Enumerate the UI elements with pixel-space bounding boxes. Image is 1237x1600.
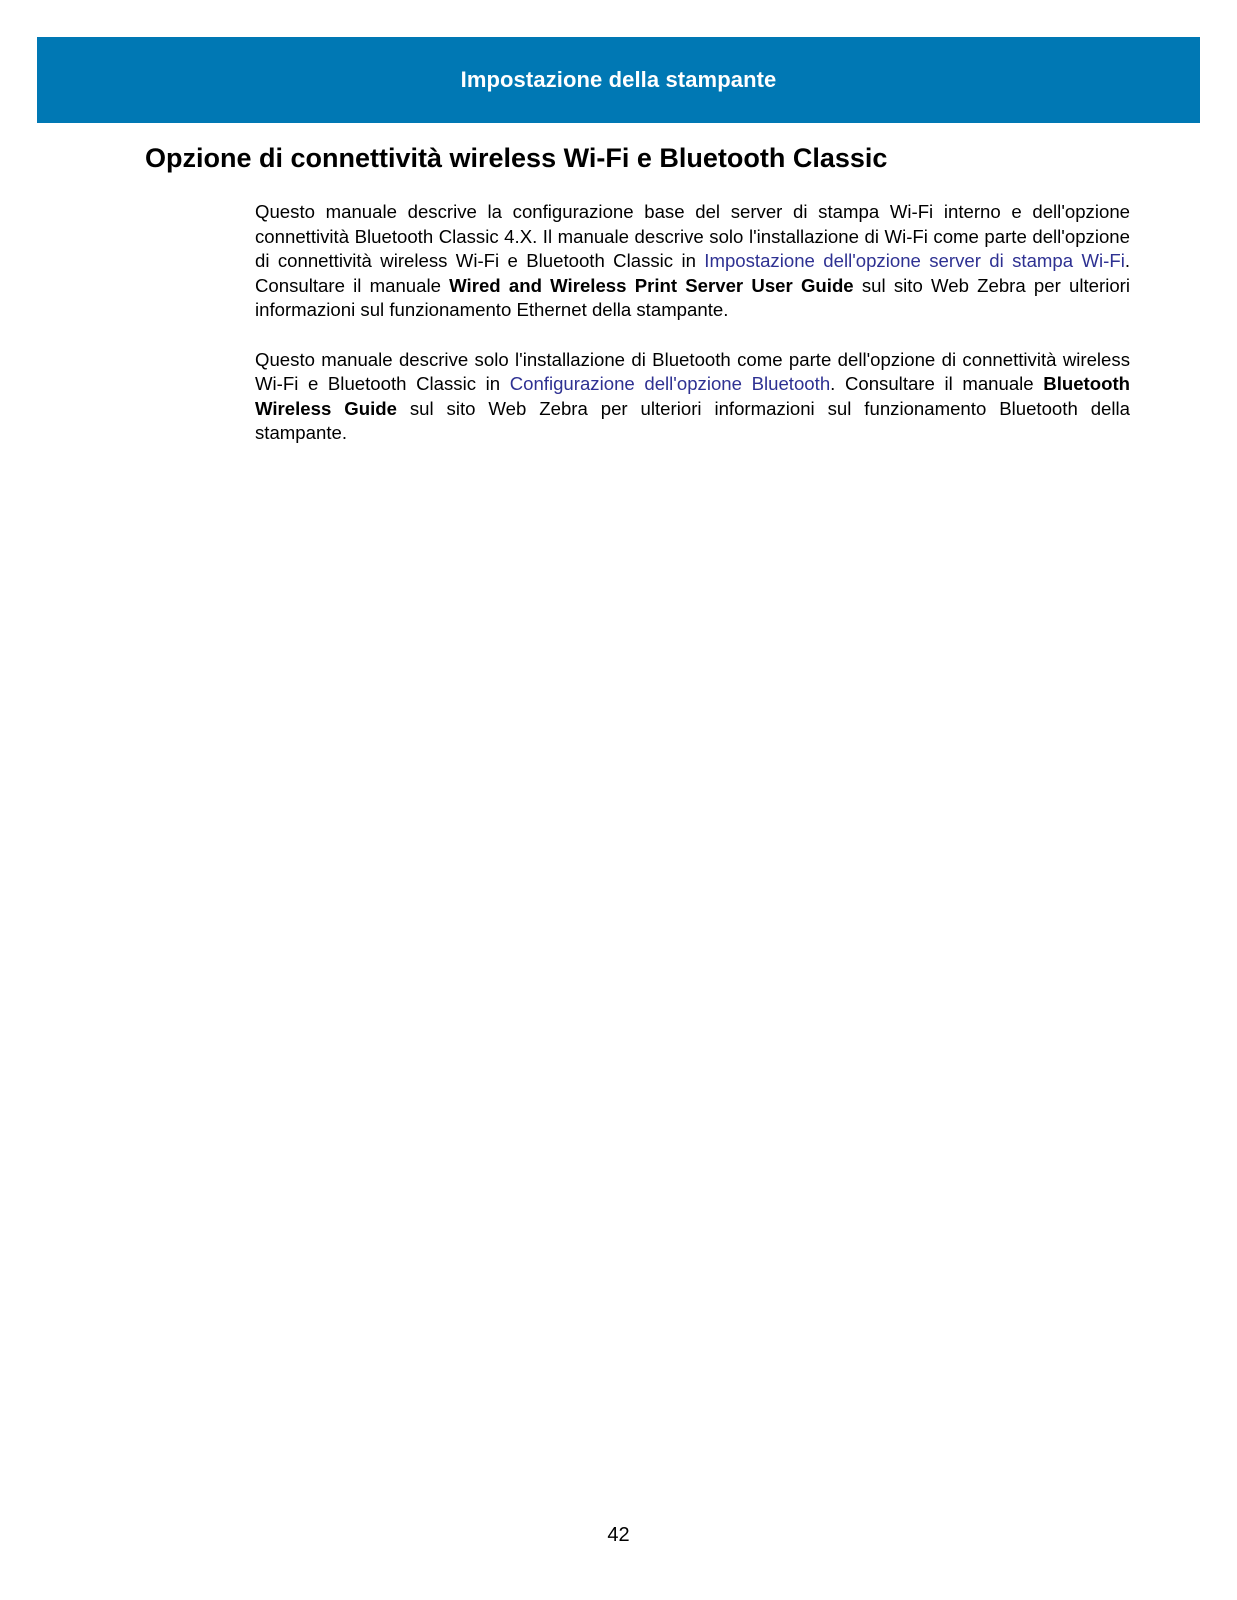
manual-title-wired-wireless: Wired and Wireless Print Server User Guide	[449, 274, 854, 296]
section-title: Opzione di connettività wireless Wi-Fi e Bluetooth Classic	[145, 143, 888, 173]
header-title: Impostazione della stampante	[460, 67, 777, 92]
paragraph-text: Questo manuale descrive solo l'installazione di Bluetooth come parte dell'opzione di connettività wireless Wi-Fi e Bluetooth Classic in	[255, 348, 1130, 394]
paragraph-text: . Consultare il manuale	[830, 373, 1044, 394]
body-text	[255, 200, 1130, 471]
paragraph-text: . Consultare il manuale	[255, 250, 1130, 296]
manual-title-bluetooth: Bluetooth Wireless Guide	[255, 373, 1131, 419]
link-wifi-setup[interactable]: Impostazione dell'opzione server di stampa Wi-Fi	[704, 250, 1125, 271]
paragraph-bluetooth	[255, 348, 1130, 446]
paragraph-text: sul sito Web Zebra per ulteriori informazioni sul funzionamento Ethernet della stampante.	[255, 274, 1130, 320]
paragraph-wifi	[255, 200, 1130, 323]
paragraph-text: sul sito Web Zebra per ulteriori informazioni sul funzionamento Bluetooth della stampante.	[255, 397, 1130, 443]
link-bluetooth-config[interactable]: Configurazione dell'opzione Bluetooth	[509, 373, 831, 394]
page-number: 42	[607, 1524, 630, 1546]
paragraph-text: Questo manuale descrive la configurazione base del server di stampa Wi-Fi interno e dell'opzione connettività Bluetooth Classic 4.X. Il manuale descrive solo l'installazione di Wi-Fi come parte dell'opzione di connettività wireless Wi-Fi e Bluetooth Classic in	[255, 201, 1130, 271]
header-band	[37, 37, 1200, 123]
